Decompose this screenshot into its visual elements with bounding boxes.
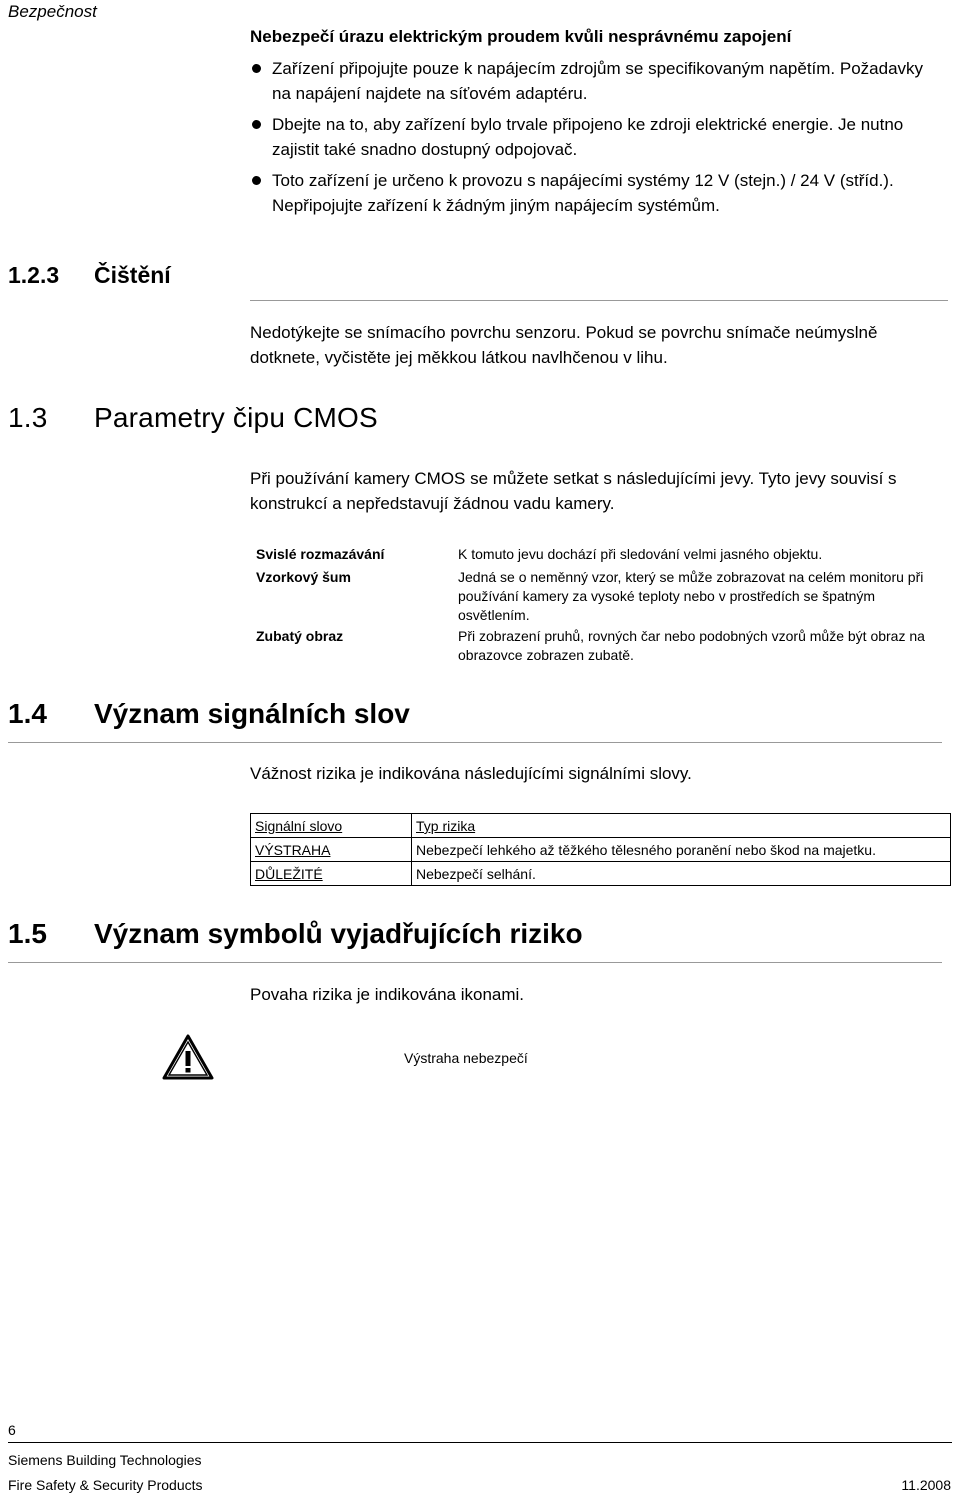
section-divider <box>8 962 942 963</box>
footer-divider <box>8 1442 952 1443</box>
section-divider <box>8 742 942 743</box>
cmos-intro: Při používání kamery CMOS se můžete setkat s následujícími jevy. Tyto jevy souvisí s konstrukcí a nepředstavují žádnou vadu kamery. <box>250 469 897 513</box>
symbol-label: Výstraha nebezpečí <box>404 1050 528 1066</box>
table-cell: Nebezpečí lehkého až těžkého tělesného poranění nebo škod na majetku. <box>412 838 951 862</box>
section-title: Význam symbolů vyjadřujících riziko <box>94 918 583 949</box>
bullet-dot-icon <box>252 64 261 73</box>
cmos-desc: Jedná se o neměnný vzor, který se může zobrazovat na celém monitoru při používání kamery za vysoké teploty nebo v prostředích se špatným osvětlením. <box>458 569 924 623</box>
table-cell: DŮLEŽITÉ <box>251 862 412 886</box>
section-heading-signal-words <box>8 698 410 730</box>
section-number: 1.3 <box>8 402 48 433</box>
warning-triangle-icon <box>162 1033 214 1081</box>
section-number: 1.2.3 <box>8 262 60 288</box>
warning-bullet-list <box>250 56 930 224</box>
cmos-desc: Při zobrazení pruhů, rovných čar nebo podobných vzorů může být obraz na obrazovce zobrazen zubatě. <box>458 628 925 663</box>
footer-division: Fire Safety & Security Products <box>8 1477 203 1493</box>
table-cell: Nebezpečí selhání. <box>412 862 951 886</box>
table-row <box>251 838 951 862</box>
table-cell: VÝSTRAHA <box>251 838 412 862</box>
footer-company: Siemens Building Technologies <box>8 1452 202 1468</box>
warning-bullet-item: Zařízení připojujte pouze k napájecím zdrojům se specifikovaným napětím. Požadavky na napájení najdete na síťovém adaptéru. <box>250 56 930 106</box>
running-header: Bezpečnost <box>8 2 97 21</box>
warning-bullet-item: Toto zařízení je určeno k provozu s napájecími systémy 12 V (stejn.) / 24 V (stříd.). Nepřipojujte zařízení k žádným jiným napájecím systémům. <box>250 168 930 218</box>
footer-date: 11.2008 <box>901 1477 951 1493</box>
table-header-row <box>251 814 951 838</box>
section-heading-symbols <box>8 918 583 950</box>
section-number: 1.5 <box>8 918 47 949</box>
bullet-dot-icon <box>252 120 261 129</box>
table-header-cell: Typ rizika <box>412 814 951 838</box>
section-title: Čištění <box>94 262 171 288</box>
table-header-cell: Signální slovo <box>251 814 412 838</box>
section-number: 1.4 <box>8 698 47 729</box>
bullet-dot-icon <box>252 176 261 185</box>
cmos-term: Vzorkový šum <box>256 569 351 585</box>
table-row <box>251 862 951 886</box>
cleaning-text: Nedotýkejte se snímacího povrchu senzoru. Pokud se povrchu snímače neúmyslně dotknete, vyčistěte jej měkkou látkou navlhčenou v lihu. <box>250 323 878 367</box>
cmos-desc: K tomuto jevu dochází při sledování velmi jasného objektu. <box>458 546 823 562</box>
section-title: Parametry čipu CMOS <box>94 402 378 433</box>
cmos-term: Zubatý obraz <box>256 628 344 644</box>
signal-words-intro: Vážnost rizika je indikována následujícími signálními slovy. <box>250 764 692 783</box>
section-heading-cmos <box>8 402 378 434</box>
warning-title: Nebezpečí úrazu elektrickým proudem kvůli nesprávnému zapojení <box>250 27 792 46</box>
symbols-intro: Povaha rizika je indikována ikonami. <box>250 985 525 1004</box>
section-title: Význam signálních slov <box>94 698 410 729</box>
signal-words-table <box>250 813 951 886</box>
cmos-term: Svislé rozmazávání <box>256 546 385 562</box>
section-heading-cleaning <box>8 262 171 289</box>
section-divider <box>250 300 948 301</box>
page-number: 6 <box>8 1422 16 1438</box>
warning-bullet-item: Dbejte na to, aby zařízení bylo trvale připojeno ke zdroji elektrické energie. Je nutno zajistit také snadno dostupný odpojovač. <box>250 112 930 162</box>
